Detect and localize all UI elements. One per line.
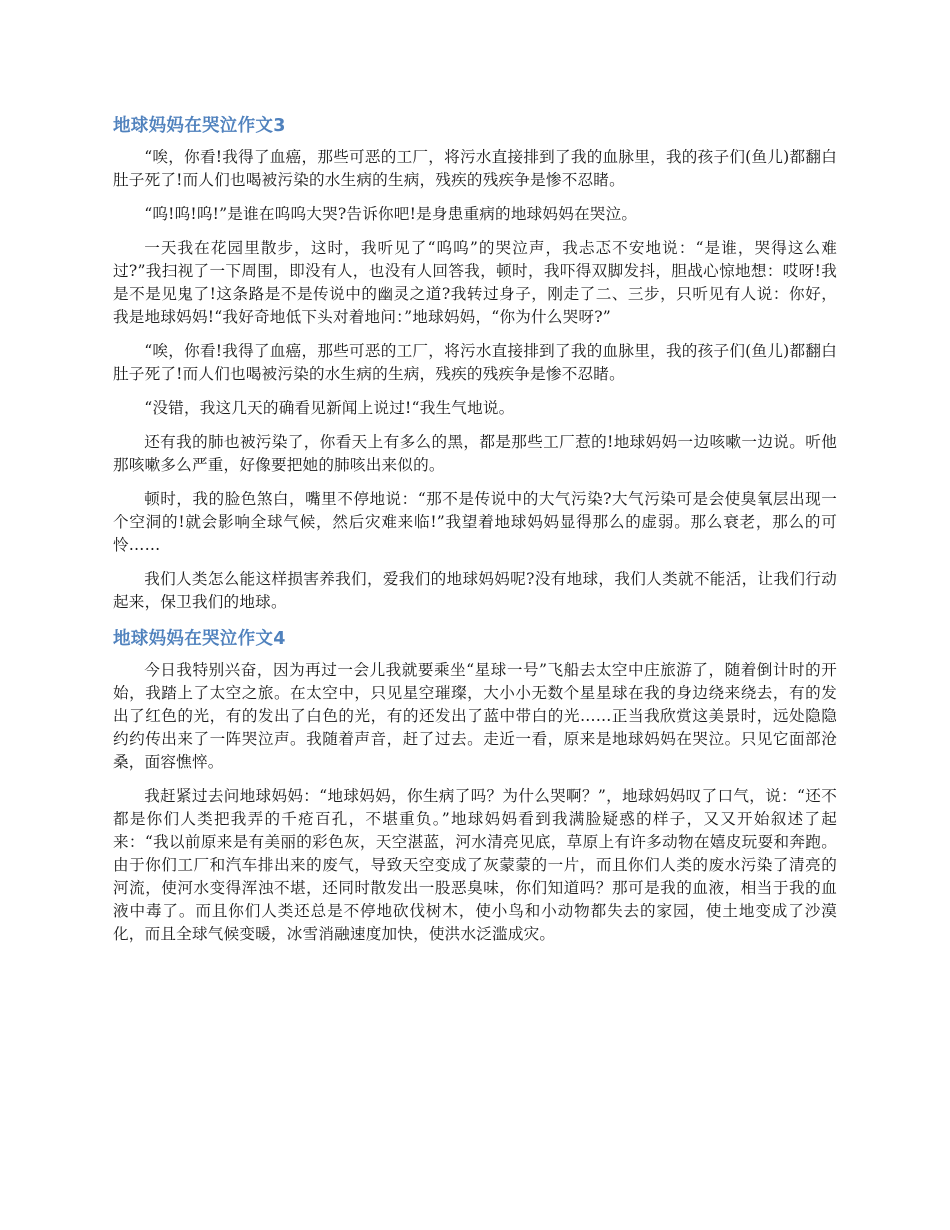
paragraph: 一天我在花园里散步，这时，我听见了“呜呜”的哭泣声，我忐忑不安地说：“是谁，哭得这么难过?”我扫视了一下周围，即没有人，也没有人回答我，顿时，我吓得双脚发抖，胆战心惊地想：哎呀!我是不是见鬼了!这条路是不是传说中的幽灵之道?我转过身子，刚走了二、三步，只听见有人说：你好，我是地球妈妈!“我好奇地低下头对着地问：”地球妈妈，“你为什么哭呀?” — [113, 239, 837, 326]
essay-section-3 — [113, 112, 837, 614]
paragraph: 我们人类怎么能这样损害养我们，爱我们的地球妈妈呢?没有地球，我们人类就不能活，让我们行动起来，保卫我们的地球。 — [113, 570, 837, 611]
paragraph: “唉，你看!我得了血癌，那些可恶的工厂，将污水直接排到了我的血脉里，我的孩子们(鱼儿)都翻白肚子死了!而人们也喝被污染的水生病的生病，残疾的残疾争是惨不忍睹。 — [113, 342, 837, 383]
paragraph: “呜!呜!呜!”是谁在呜呜大哭?告诉你吧!是身患重病的地球妈妈在哭泣。 — [144, 205, 638, 223]
paragraph: 今日我特别兴奋，因为再过一会儿我就要乘坐“星球一号”飞船去太空中庄旅游了，随着倒计时的开始，我踏上了太空之旅。在太空中，只见星空璀璨，大小小无数个星星球在我的身边绕来绕去，有的发出了红色的光，有的发出了白色的光，有的还发出了蓝中带白的光……正当我欣赏这美景时，远处隐隐约约传出来了一阵哭泣声。我随着声音，赶了过去。走近一看，原来是地球妈妈在哭泣。只见它面部沧桑，面容憔悴。 — [113, 661, 837, 771]
paragraph: 还有我的肺也被污染了，你看天上有多么的黑，都是那些工厂惹的!地球妈妈一边咳嗽一边说。听他那咳嗽多么严重，好像要把她的肺咳出来似的。 — [113, 433, 837, 474]
section-heading: 地球妈妈在哭泣作文3 — [113, 116, 286, 136]
paragraph: “没错，我这几天的确看见新闻上说过!“我生气地说。 — [144, 399, 515, 417]
paragraph: 顿时，我的脸色煞白，嘴里不停地说：“那不是传说中的大气污染?大气污染可是会使臭氧层出现一个空洞的!就会影响全球气候，然后灾难来临!”我望着地球妈妈显得那么的虚弱。那么衰老，那么的可怜…… — [113, 490, 837, 554]
section-heading: 地球妈妈在哭泣作文4 — [113, 629, 286, 649]
paragraph: “唉，你看!我得了血癌，那些可恶的工厂，将污水直接排到了我的血脉里，我的孩子们(鱼儿)都翻白肚子死了!而人们也喝被污染的水生病的生病，残疾的残疾争是惨不忍睹。 — [113, 148, 837, 189]
paragraph: 我赶紧过去问地球妈妈：“地球妈妈，你生病了吗？为什么哭啊？”，地球妈妈叹了口气，说：“还不都是你们人类把我弄的千疮百孔，不堪重负。”地球妈妈看到我满脸疑惑的样子，又又开始叙述了起来：“我以前原来是有美丽的彩色灰，天空湛蓝，河水清亮见底，草原上有许多动物在嬉皮玩耍和奔跑。由于你们工厂和汽车排出来的废气，导致天空变成了灰蒙蒙的一片，而且你们人类的废水污染了清亮的河流，使河水变得浑浊不堪，还同时散发出一股恶臭味，你们知道吗？那可是我的血液，相当于我的血液中毒了。而且你们人类还总是不停地砍伐树木，使小鸟和小动物都失去的家园，使土地变成了沙漠化，而且全球气候变暖，冰雪消融速度加快，使洪水泛滥成灾。 — [113, 787, 837, 943]
document-page — [113, 112, 837, 957]
essay-section-4 — [113, 625, 837, 946]
